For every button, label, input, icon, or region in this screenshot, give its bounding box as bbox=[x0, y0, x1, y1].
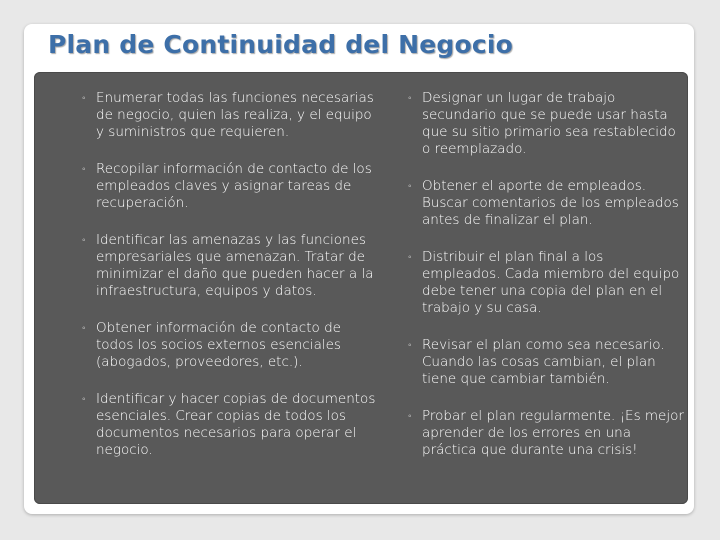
list-item bbox=[408, 337, 684, 388]
bullet-icon: ◦ bbox=[408, 411, 412, 422]
bullet-icon: ◦ bbox=[408, 340, 412, 351]
list-item-text: Identificar y hacer copias de documentos esenciales. Crear copias de todos los documentos necesarios para operar el negocio. bbox=[96, 391, 376, 458]
bullet-icon: ◦ bbox=[82, 93, 86, 104]
left-bullet-list bbox=[82, 90, 376, 479]
list-item-text: Obtener el aporte de empleados. Buscar comentarios de los empleados antes de finalizar el plan. bbox=[422, 178, 679, 228]
bullet-icon: ◦ bbox=[82, 164, 86, 175]
right-bullet-list bbox=[408, 90, 684, 479]
list-item-text: Recopilar información de contacto de los empleados claves y asignar tareas de recuperación. bbox=[96, 161, 372, 211]
bullet-icon: ◦ bbox=[82, 394, 86, 405]
list-item bbox=[408, 90, 684, 158]
list-item bbox=[408, 178, 684, 229]
bullet-icon: ◦ bbox=[408, 93, 412, 104]
list-item-text: Probar el plan regularmente. ¡Es mejor aprender de los errores en una práctica que durante una crisis! bbox=[422, 408, 684, 458]
list-item-text: Revisar el plan como sea necesario. Cuando las cosas cambian, el plan tiene que cambiar también. bbox=[422, 337, 665, 387]
list-item bbox=[82, 161, 376, 212]
list-item-text: Distribuir el plan final a los empleados. Cada miembro del equipo debe tener una copia del plan en el trabajo y su casa. bbox=[422, 249, 680, 316]
list-item bbox=[408, 408, 684, 459]
list-item bbox=[82, 232, 376, 300]
bullet-icon: ◦ bbox=[82, 323, 86, 334]
list-item bbox=[82, 391, 376, 459]
list-item-text: Designar un lugar de trabajo secundario que se puede usar hasta que su sitio primario sea restablecido o reemplazado. bbox=[422, 90, 676, 157]
list-item-text: Identificar las amenazas y las funciones empresariales que amenazan. Tratar de minimizar el daño que pueden hacer a la infraestructura, equipos y datos. bbox=[96, 232, 374, 299]
list-item-text: Obtener información de contacto de todos los socios externos esenciales (abogados, proveedores, etc.). bbox=[96, 320, 341, 370]
list-item bbox=[82, 320, 376, 371]
list-item-text: Enumerar todas las funciones necesarias de negocio, quien las realiza, y el equipo y suministros que requieren. bbox=[96, 90, 374, 140]
bullet-icon: ◦ bbox=[408, 252, 412, 263]
list-item bbox=[82, 90, 376, 141]
list-item bbox=[408, 249, 684, 317]
slide-title: Plan de Continuidad del Negocio bbox=[48, 30, 514, 59]
content-panel bbox=[34, 72, 688, 504]
bullet-icon: ◦ bbox=[82, 235, 86, 246]
bullet-icon: ◦ bbox=[408, 181, 412, 192]
